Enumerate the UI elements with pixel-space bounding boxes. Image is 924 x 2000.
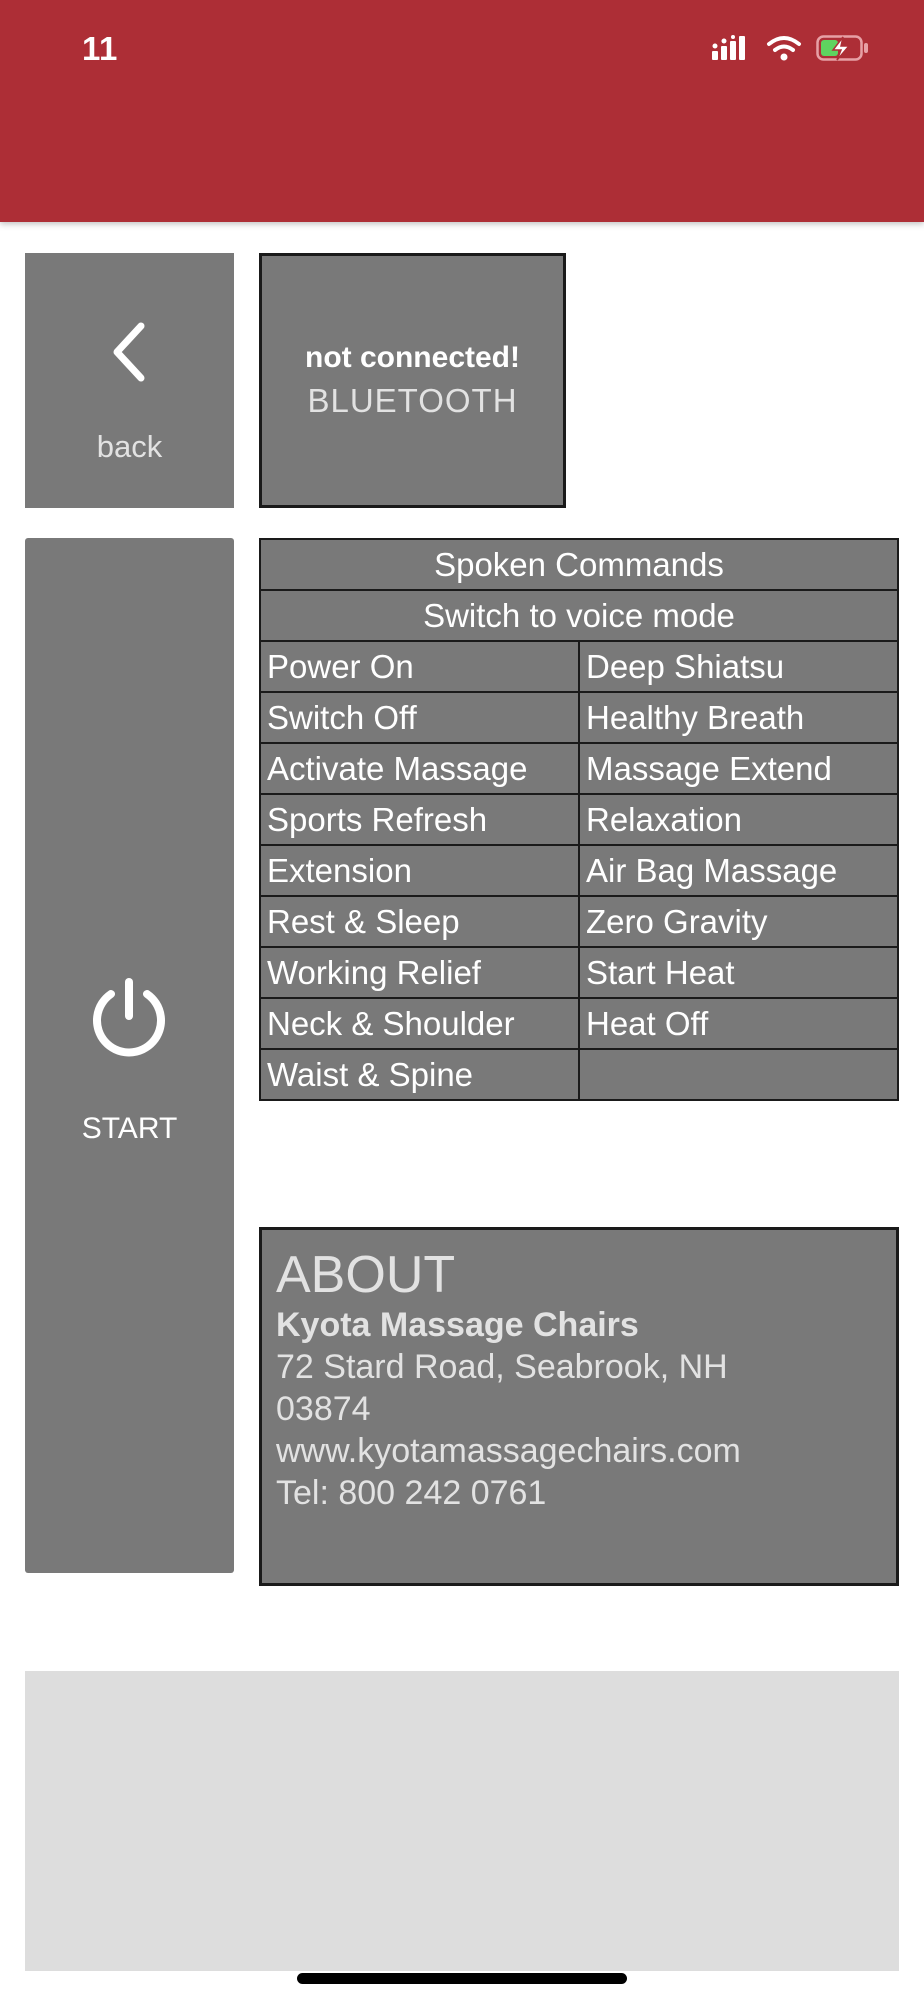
power-icon [89,978,169,1063]
command-cell: Air Bag Massage [579,845,898,896]
start-button[interactable] [25,538,234,1573]
command-cell: Neck & Shoulder [260,998,579,1049]
command-cell: Rest & Sleep [260,896,579,947]
bluetooth-label: BLUETOOTH [307,382,518,419]
commands-title-row [260,539,898,590]
command-row [260,845,898,896]
company-name: Kyota Massage Chairs [276,1306,639,1344]
website-link[interactable]: www.kyotamassagechairs.com [276,1432,741,1470]
command-row [260,743,898,794]
command-cell: Deep Shiatsu [579,641,898,692]
command-cell: Extension [260,845,579,896]
wifi-icon [766,35,802,66]
command-row [260,692,898,743]
spoken-commands-table [259,538,899,1101]
bluetooth-button[interactable] [259,253,566,508]
command-cell: Power On [260,641,579,692]
start-label: START [81,1112,178,1145]
command-cell: Relaxation [579,794,898,845]
command-row [260,947,898,998]
voice-mode-row[interactable] [260,590,898,641]
command-row [260,794,898,845]
chevron-left-icon [109,321,149,388]
command-cell: Activate Massage [260,743,579,794]
address-line-1: 72 Stard Road, Seabrook, NH [276,1348,728,1386]
bluetooth-status: not connected! [305,341,520,374]
ad-banner-area [25,1671,899,1971]
command-cell: Healthy Breath [579,692,898,743]
battery-charging-icon [816,34,870,67]
phone-number[interactable]: Tel: 800 242 0761 [276,1474,547,1512]
command-cell [579,1049,898,1100]
home-indicator[interactable] [297,1973,627,1984]
status-time: 11 [82,30,118,67]
switch-voice-mode-button[interactable]: Switch to voice mode [260,590,898,641]
command-row [260,998,898,1049]
status-icons [712,32,870,68]
command-cell: Switch Off [260,692,579,743]
back-label: back [96,429,163,464]
command-cell: Sports Refresh [260,794,579,845]
signal-icon [712,35,752,66]
commands-title: Spoken Commands [260,539,898,590]
command-cell: Massage Extend [579,743,898,794]
status-bar [0,0,924,222]
command-cell: Start Heat [579,947,898,998]
command-cell: Zero Gravity [579,896,898,947]
command-cell: Working Relief [260,947,579,998]
command-cell: Heat Off [579,998,898,1049]
command-row [260,1049,898,1100]
command-row [260,641,898,692]
command-row [260,896,898,947]
about-panel [259,1227,899,1586]
command-cell: Waist & Spine [260,1049,579,1100]
about-title: ABOUT [276,1246,456,1304]
address-line-2: 03874 [276,1390,371,1428]
back-button[interactable] [25,253,234,508]
